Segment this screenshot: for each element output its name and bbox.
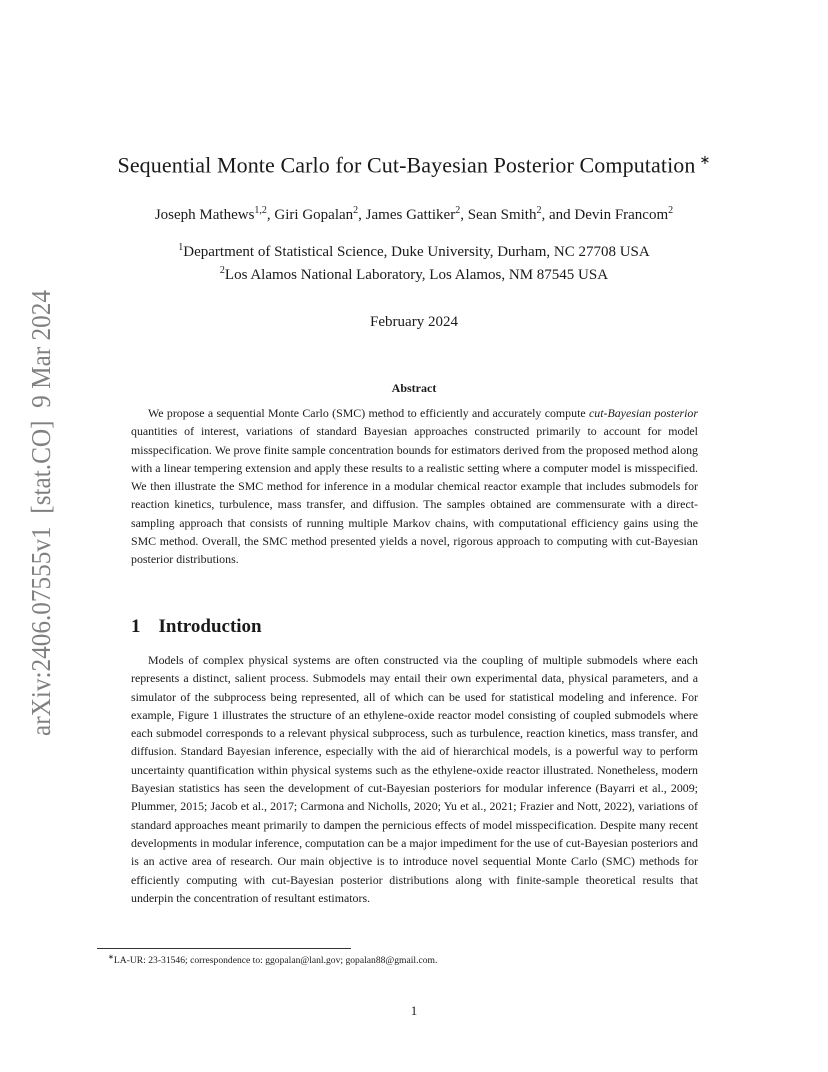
author-name: James Gattiker [365,207,456,223]
author-affil: 2 [455,205,461,216]
author-affil: 2 [668,205,674,216]
title-text: Sequential Monte Carlo for Cut-Bayesian Posterior Computation [117,152,696,178]
author-affil: 1,2 [254,205,267,216]
author-name: Joseph Mathews [154,207,255,223]
affiliation-text: Department of Statistical Science, Duke University, Durham, NC 27708 USA [183,244,650,260]
abstract-text-start: We propose a sequential Monte Carlo (SMC) method to efficiently and accurately compute [148,406,589,420]
abstract-text-end: quantities of interest, variations of standard Bayesian approaches constructed primarily to account for model misspecification. We prove finite sample concentration bounds for estimators derived from the proposed method along with a linear tempering extension and apply these results to a realistic setting where a computer model is misspecified. We then illustrate the SMC method for inference in a modular chemical reactor example that includes submodels for reaction kinetics, turbulence, mass transfer, and diffusion. The samples obtained are commensurate with a direct-sampling approach that consists of running multiple Markov chains, with computational efficiency gains using the SMC method. Overall, the SMC method presented yields a novel, rigorous approach to computing with cut-Bayesian posterior distributions. [131,424,698,567]
affiliation-mark: 2 [219,265,225,276]
author-separator: , [266,207,275,223]
section-heading [131,616,262,638]
author-separator: , [460,207,468,223]
arxiv-stamp-graphic [12,290,62,740]
paper-date: February 2024 [370,314,458,330]
affiliation-text: Los Alamos National Laboratory, Los Alamos, NM 87545 USA [224,267,609,283]
affiliation-1 [0,242,828,261]
section-title: Introduction [158,616,262,637]
author-name: Devin Francom [574,207,669,223]
affiliation-2 [0,265,828,284]
arxiv-stamp [12,290,62,740]
footnote-rule [97,948,351,949]
footnote-text: LA-UR: 23-31546; correspondence to: ggopalan@lanl.gov; gopalan88@gmail.com. [113,955,438,967]
author-separator: , and [541,207,575,223]
author-list [0,205,828,224]
author-2 [274,207,365,223]
footnote [108,953,708,966]
abstract-body [131,404,698,569]
author-name: Sean Smith [467,207,537,223]
footnote-mark: ∗ [108,953,114,961]
section-number: 1 [131,616,141,637]
author-affil: 2 [353,205,359,216]
paper-title [0,152,828,178]
arxiv-stamp-text: arXiv:2406.07555v1 [stat.CO] 9 Mar 2024 [26,290,56,736]
abstract-emphasis: cut-Bayesian posterior [588,406,698,420]
author-3 [366,207,468,223]
author-4 [468,207,575,223]
author-5 [574,207,673,223]
author-name: Giri Gopalan [274,207,354,223]
author-affil: 2 [536,205,542,216]
introduction-body: Models of complex physical systems are often constructed via the coupling of multiple submodels where each represents a distinct, salient process. Submodels may entail their own experimental data, physical parameters, and a simulator of the subprocess being represented, all of which can be used for statistical modeling and inference. For example, Figure 1 illustrates the structure of an ethylene-oxide reactor model consisting of coupled submodels where each submodel corresponds to a relevant physical subprocess, such as turbulence, reaction kinetics, mass transfer, and diffusion. Standard Bayesian inference, especially with the aid of hierarchical models, is a powerful way to perform uncertainty quantification within physical systems such as the ethylene-oxide reactor illustrated. Nonetheless, modern Bayesian statistics has seen the development of cut-Bayesian posteriors for modular inference (Bayarri et al., 2009; Plummer, 2015; Jacob et al., 2017; Carmona and Nicholls, 2020; Yu et al., 2021; Frazier and Nott, 2022), variations of standard approaches meant primarily to dampen the pernicious effects of model misspecification. Despite many recent developments in modular inference, computation can be a major impediment for the use of cut-Bayesian posteriors and is an active area of research. Our main objective is to introduce novel sequential Monte Carlo (SMC) methods for efficiently computing with cut-Bayesian posterior distributions along with finite-sample theoretical results that underpin the concentration of resultant estimators. [131,653,698,905]
title-footnote-mark: ∗ [699,152,711,167]
abstract-heading: Abstract [391,381,437,395]
page-number: 1 [410,1003,418,1018]
author-separator: , [358,207,366,223]
affiliation-mark: 1 [178,242,184,253]
author-1 [155,207,275,223]
